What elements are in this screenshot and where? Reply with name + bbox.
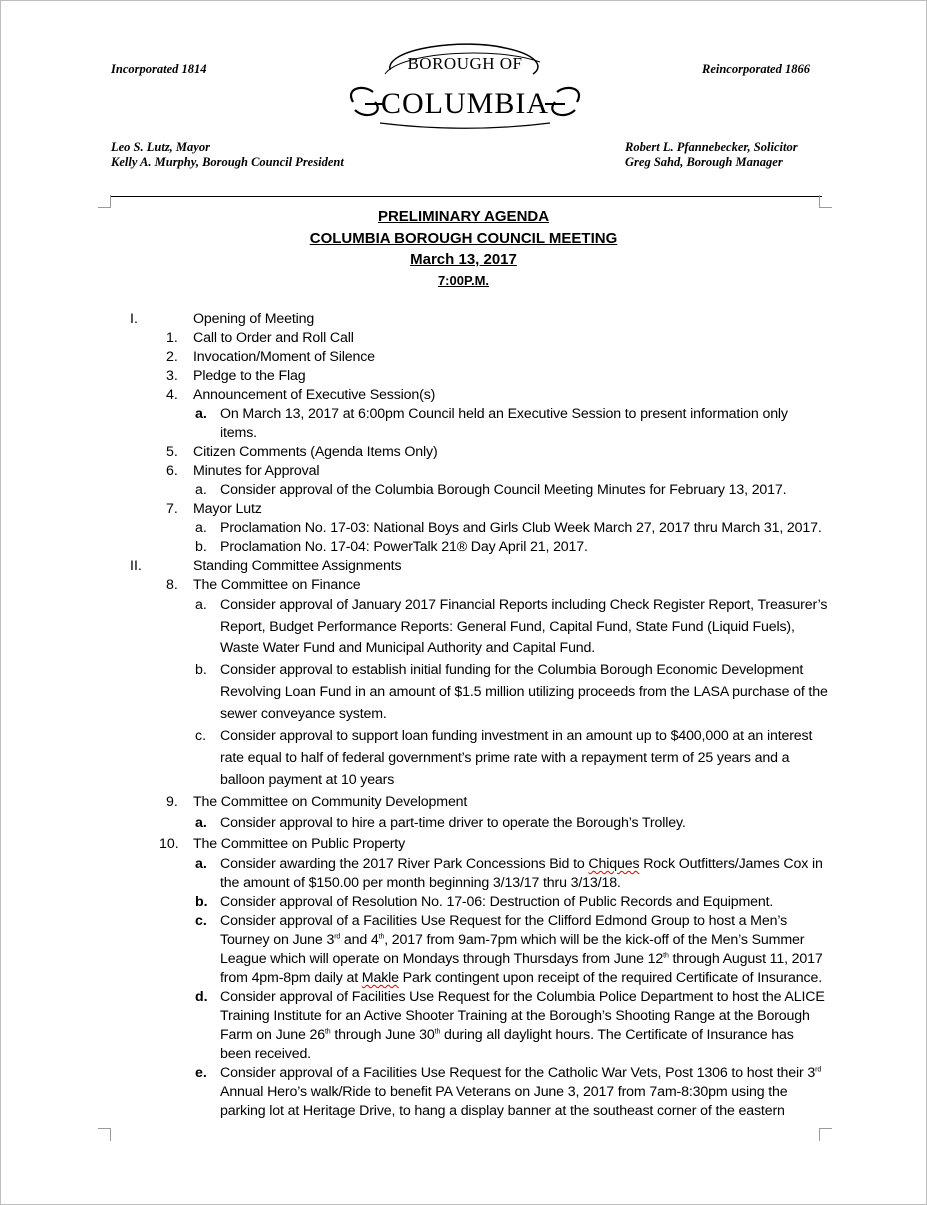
subitem-text: Consider approval of January 2017 Financial Reports including Check Register Report, Treasurer’s <box>220 597 828 613</box>
crop-mark-bl <box>98 1128 111 1141</box>
subitem-letter: a. <box>195 406 207 422</box>
item-number: 10. <box>159 836 179 852</box>
meeting-title: COLUMBIA BOROUGH COUNCIL MEETING <box>309 230 618 247</box>
manager-text: Greg Sahd, Borough Manager <box>625 155 783 169</box>
logo-top-text: BOROUGH OF <box>407 54 523 73</box>
subitem-text: items. <box>220 425 257 441</box>
council-president-text: Kelly A. Murphy, Borough Council President <box>111 155 344 169</box>
text-run: Makle <box>361 970 399 986</box>
subitem-text: balloon payment at 10 years <box>220 772 395 788</box>
subitem-text: Waste Water Fund and Municipal Authority and Capital Fund. <box>220 640 596 656</box>
item-number: 1. <box>166 330 178 346</box>
section-heading: Opening of Meeting <box>193 311 315 327</box>
subitem-text: Training Institute for an Active Shooter Training at the Borough’s Shooting Range at the Borough <box>220 1008 810 1024</box>
mayor-text: Leo S. Lutz, Mayor <box>111 140 210 154</box>
subitem-text: Consider approval of the Columbia Borough Council Meeting Minutes for February 13, 2017. <box>220 482 787 498</box>
agenda-item: Announcement of Executive Session(s) <box>193 387 436 403</box>
text-run: Consider approval of a Facilities Use Request for the Catholic War Vets, Post 1306 to host their 3 <box>220 1065 816 1081</box>
subitem-text: sewer conveyance system. <box>220 706 387 722</box>
subitem-text: Consider approval to support loan funding investment in an amount up to $400,000 at an interest <box>220 728 813 744</box>
crop-mark-tl <box>98 195 111 208</box>
text-run: and 4 <box>340 932 379 948</box>
logo-main-text: COLUMBIA <box>380 87 550 120</box>
item-number: 2. <box>166 349 178 365</box>
text-run: Consider awarding the 2017 River Park Concessions Bid to <box>220 856 589 872</box>
subitem-letter: b. <box>195 662 207 678</box>
subitem-text: Report, Budget Performance Reports: General Fund, Capital Fund, State Fund (Liquid Fuels), <box>220 619 795 635</box>
superscript: rd <box>815 1066 822 1074</box>
subitem-text: Consider approval of a Facilities Use Request for the Clifford Edmond Group to host a Men’s <box>220 913 788 929</box>
agenda-item: Citizen Comments (Agenda Items Only) <box>193 444 438 460</box>
agenda-item: Pledge to the Flag <box>193 368 306 384</box>
subitem-text: parking lot at Heritage Drive, to hang a display banner at the southeast corner of the eastern <box>220 1103 785 1119</box>
subitem-letter: d. <box>195 989 208 1005</box>
crop-mark-br <box>819 1128 832 1141</box>
agenda-item: Invocation/Moment of Silence <box>193 349 375 365</box>
subitem-letter: c. <box>195 913 207 929</box>
subitem-text: Consider approval to hire a part-time driver to operate the Borough’s Trolley. <box>220 815 686 831</box>
agenda-item: Minutes for Approval <box>193 463 320 479</box>
section-numeral: II. <box>130 558 142 574</box>
text-run: League which will operate on Mondays through Thursdays from June 12 <box>220 951 664 967</box>
solicitor-text: Robert L. Pfannebecker, Solicitor <box>625 140 798 154</box>
subitem-letter: e. <box>195 1065 207 1081</box>
text-run: from 4pm-8pm daily at <box>220 970 362 986</box>
item-number: 5. <box>166 444 178 460</box>
agenda-item: Call to Order and Roll Call <box>193 330 354 346</box>
item-number: 9. <box>166 794 178 810</box>
superscript: rd <box>334 933 341 941</box>
superscript: th <box>663 952 669 960</box>
subitem-text: Proclamation No. 17-04: PowerTalk 21® Day April 21, 2017. <box>220 539 588 555</box>
subitem-letter: c. <box>195 728 207 744</box>
agenda-item: The Committee on Finance <box>193 577 361 593</box>
subitem-text: the amount of $150.00 per month beginning 3/13/17 thru 3/13/18. <box>220 875 621 891</box>
agenda-item: The Committee on Public Property <box>193 836 406 852</box>
subitem-letter: a. <box>195 815 207 831</box>
item-number: 7. <box>166 501 178 517</box>
text-run: during all daylight hours. The Certificate of Insurance has <box>440 1027 794 1043</box>
text-run: Tourney on June 3 <box>220 932 335 948</box>
subitem-text: Revolving Loan Fund in an amount of $1.5 million utilizing proceeds from the LASA purchase of the <box>220 684 828 700</box>
text-run: through August 11, 2017 <box>668 951 823 967</box>
agenda-item: The Committee on Community Development <box>193 794 468 810</box>
subitem-letter: a. <box>195 482 207 498</box>
subitem-text: Consider approval to establish initial funding for the Columbia Borough Economic Development <box>220 662 804 678</box>
text-run: Chiques <box>588 856 640 872</box>
text-run: through June 30 <box>330 1027 435 1043</box>
subitem-text: Annual Hero’s walk/Ride to benefit PA Veterans on June 3, 2017 from 7am-8:30pm using the <box>220 1084 788 1100</box>
incorporated-text: Incorporated 1814 <box>111 62 207 76</box>
reincorporated-text: Reincorporated 1866 <box>702 62 810 76</box>
subitem-text <box>220 950 823 969</box>
subitem-text <box>220 1026 794 1045</box>
subitem-text: rate equal to half of federal government’s prime rate with a repayment term of 25 years and a <box>220 750 790 766</box>
subitem-text: Consider approval of Facilities Use Request for the Columbia Police Department to host the ALICE <box>220 989 825 1005</box>
subitem-letter: a. <box>195 597 207 613</box>
superscript: th <box>434 1028 441 1036</box>
meeting-time: 7:00P.M. <box>437 273 490 288</box>
superscript: th <box>378 933 385 941</box>
agenda-title: PRELIMINARY AGENDA <box>377 208 550 225</box>
subitem-text: Consider approval of Resolution No. 17-06: Destruction of Public Records and Equipment. <box>220 894 774 910</box>
item-number: 6. <box>166 463 178 479</box>
borough-logo <box>345 40 585 130</box>
subitem-text <box>220 1064 821 1083</box>
subitem-text: been received. <box>220 1046 311 1062</box>
subitem-letter: b. <box>195 539 207 555</box>
text-run: , 2017 from 9am-7pm which will be the kick-off of the Men’s Summer <box>384 932 805 948</box>
subitem-text: Proclamation No. 17-03: National Boys and Girls Club Week March 27, 2017 thru March 31, 2017. <box>220 520 822 536</box>
header-divider <box>110 196 822 197</box>
text-run: Park contingent upon receipt of the required Certificate of Insurance. <box>398 970 822 986</box>
subitem-letter: b. <box>195 894 208 910</box>
item-number: 3. <box>166 368 178 384</box>
item-number: 8. <box>166 577 178 593</box>
text-run: Rock Outfitters/James Cox in <box>639 856 823 872</box>
text-run: Farm on June 26 <box>220 1027 326 1043</box>
section-numeral: I. <box>130 311 138 327</box>
subitem-text <box>220 931 804 950</box>
agenda-item: Mayor Lutz <box>193 501 262 517</box>
item-number: 4. <box>166 387 178 403</box>
subitem-text <box>220 969 822 988</box>
subitem-letter: a. <box>195 520 207 536</box>
section-heading: Standing Committee Assignments <box>193 558 402 574</box>
superscript: th <box>325 1028 331 1036</box>
crop-mark-tr <box>819 195 832 208</box>
subitem-letter: a. <box>195 856 207 872</box>
subitem-text: On March 13, 2017 at 6:00pm Council held an Executive Session to present information only <box>220 406 788 422</box>
subitem-text <box>220 855 823 874</box>
meeting-date: March 13, 2017 <box>410 251 517 268</box>
